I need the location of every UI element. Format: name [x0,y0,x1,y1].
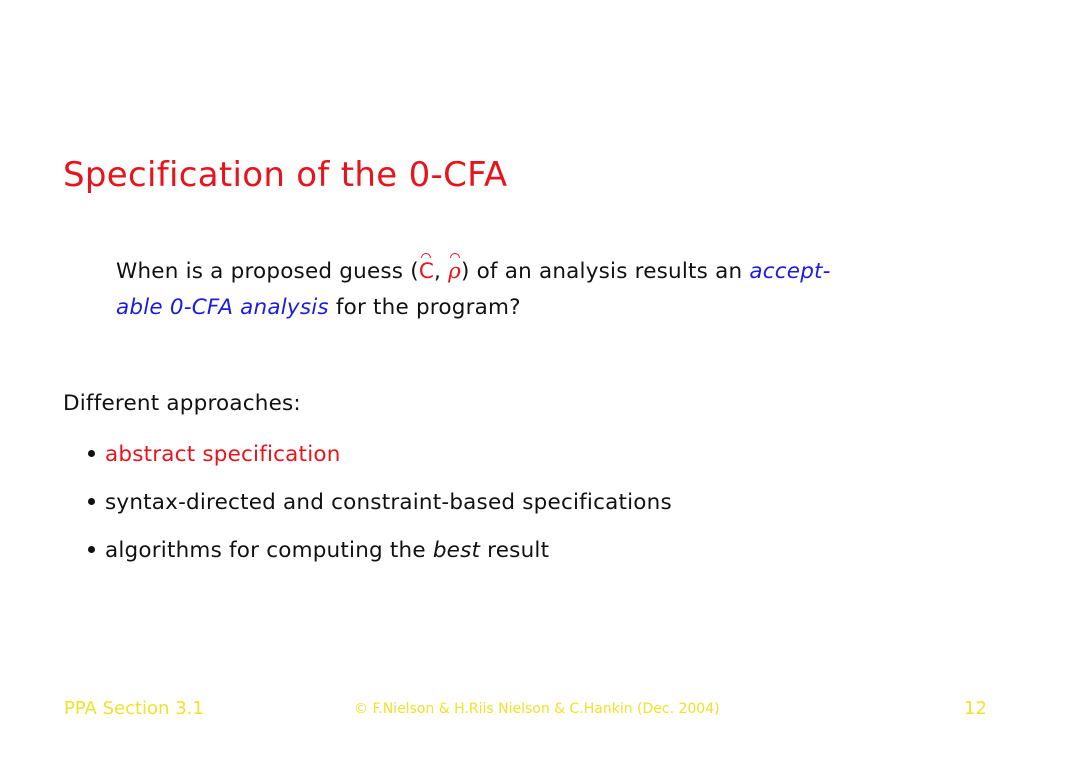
approaches-list [88,441,672,585]
question-line-2 [116,290,966,326]
emphasis-acceptable: accept- [749,259,831,284]
footer-section: PPA Section 3.1 [64,698,204,719]
question-text-prefix: When is a proposed guess ( [116,259,419,284]
bullet-text-algorithms-pre: algorithms for computing the [105,538,433,563]
question-text-suffix: for the program? [328,295,521,320]
footer-page-number: 12 [964,698,987,719]
list-item [88,489,672,537]
bullet-icon [88,546,95,553]
list-item [88,441,672,489]
bullet-emph-best: best [432,538,481,563]
question-text-mid: ) of an analysis results an [460,259,750,284]
slide-title: Specification of the 0-CFA [63,155,508,195]
bullet-icon [88,498,95,505]
rho-hat-symbol: ρ [448,254,461,290]
bullet-icon [88,450,95,457]
question-separator: , [434,259,449,284]
question-paragraph [116,254,966,326]
bullet-text-algorithms-post: result [480,538,550,563]
list-item [88,537,672,585]
bullet-text-syntax: syntax-directed and constraint-based specifications [105,490,672,515]
approaches-heading: Different approaches: [63,391,301,416]
footer-copyright: © F.Nielson & H.Riis Nielson & C.Hankin (Dec. 2004) [354,701,720,717]
question-line-1 [116,254,966,290]
c-hat-symbol: C [419,254,434,290]
emphasis-analysis: able 0-CFA analysis [116,295,329,320]
bullet-text-abstract: abstract specification [105,442,341,467]
